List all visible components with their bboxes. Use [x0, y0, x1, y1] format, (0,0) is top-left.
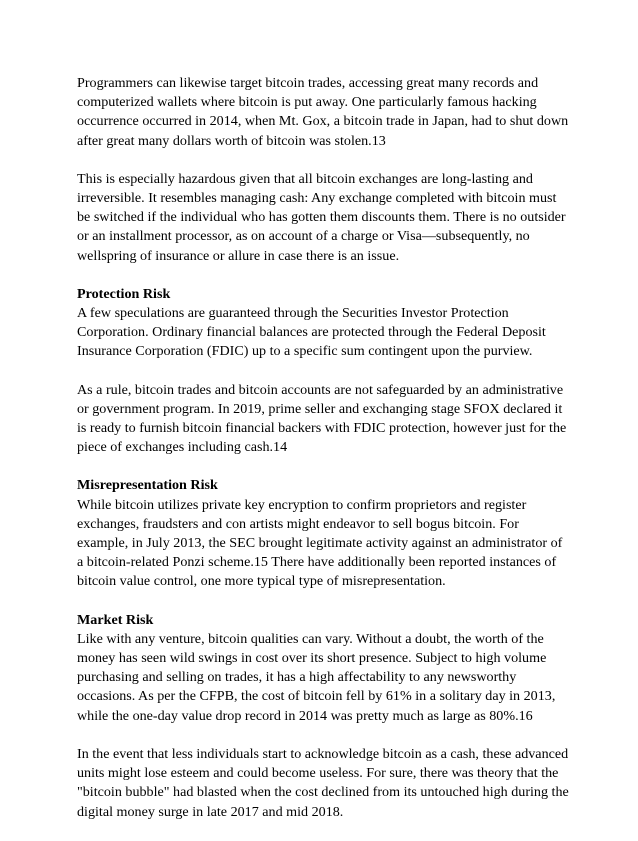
section-paragraph: As a rule, bitcoin trades and bitcoin accounts are not safeguarded by an administrative or government program. In 2019, prime seller and exchanging stage SFOX declared it is ready to furnish bitcoin financial backers with FDIC protection, however just for the piece of exchanges including cash.14	[77, 381, 567, 456]
section-protection-risk	[77, 285, 569, 458]
section-heading: Market Risk	[77, 611, 154, 628]
document-page	[77, 74, 569, 841]
intro-paragraph: This is especially hazardous given that all bitcoin exchanges are long-lasting and irreversible. It resembles managing cash: Any exchange completed with bitcoin must be switched if the individual who has gotten them discounts them. There is no outsider or an installment processor, as on account of a charge or Visa—subsequently, no wellspring of insurance or allure in case there is an issue.	[77, 170, 566, 264]
section-paragraph: A few speculations are guaranteed through the Securities Investor Protection Corporation. Ordinary financial balances are protected through the Federal Deposit Insurance Corporation (FDIC) up to a specific sum contingent upon the purview.	[77, 305, 546, 360]
section-misrepresentation-risk	[77, 476, 569, 591]
intro-paragraph: Programmers can likewise target bitcoin trades, accessing great many records and computerized wallets where bitcoin is put away. One particularly famous hacking occurrence occurred in 2014, when Mt. Gox, a bitcoin trade in Japan, had to shut down after great many dollars worth of bitcoin was stolen.13	[77, 75, 569, 149]
section-paragraph: While bitcoin utilizes private key encryption to confirm proprietors and register exchanges, fraudsters and con artists might endeavor to sell bogus bitcoin. For example, in July 2013, the SEC brought legitimate activity against an administrator of a bitcoin-related Ponzi scheme.15 There have additionally been reported instances of bitcoin value control, one more typical type of misrepresentation.	[77, 496, 563, 590]
section-market-risk	[77, 611, 569, 822]
section-paragraph: Like with any venture, bitcoin qualities can vary. Without a doubt, the worth of the money has seen wild swings in cost over its short presence. Subject to high volume purchasing and selling on trades, it has a high affectability to any newsworthy occasions. As per the CFPB, the cost of bitcoin fell by 61% in a solitary day in 2013, while the one-day value drop record in 2014 was pretty much as large as 80%.16	[77, 630, 556, 724]
section-heading: Protection Risk	[77, 285, 171, 302]
section-paragraph: In the event that less individuals start to acknowledge bitcoin as a cash, these advanced units might lose esteem and could become useless. For sure, there was theory that the "bitcoin bubble" had blasted when the cost declined from its untouched high during the digital money surge in late 2017 and mid 2018.	[77, 745, 569, 820]
section-heading: Misrepresentation Risk	[77, 477, 218, 494]
